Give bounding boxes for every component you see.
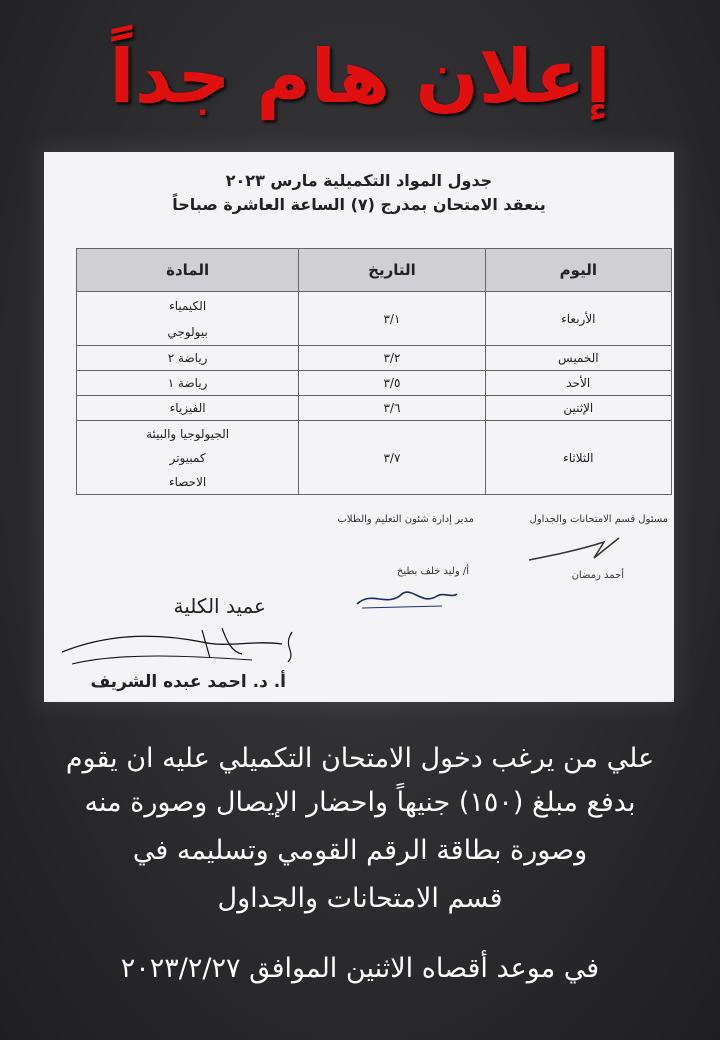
announcement-line-1: علي من يرغب دخول الامتحان التكميلي عليه ان يقوم bbox=[65, 743, 655, 774]
day-cell: الثلاثاء bbox=[485, 421, 671, 495]
dean-name: أ. د. احمد عبده الشريف bbox=[90, 672, 286, 692]
subject-name: بيولوجي bbox=[167, 324, 208, 339]
announcement-line-2: بدفع مبلغ (١٥٠) جنيهاً واحضار الإيصال وصورة منه bbox=[84, 787, 636, 818]
header-date: التاريخ bbox=[299, 249, 485, 292]
date-cell: ٣/٥ bbox=[299, 371, 485, 396]
table-row bbox=[77, 346, 672, 371]
day-cell: الخميس bbox=[485, 346, 671, 371]
affairs-director-signature-scribble bbox=[352, 580, 462, 614]
schedule-document bbox=[44, 152, 674, 702]
affairs-director-name: أ/ وليد خلف بطيخ bbox=[396, 566, 469, 577]
date-cell: ٣/١ bbox=[299, 292, 485, 346]
header-day: اليوم bbox=[485, 249, 671, 292]
affairs-director-title: مدير إدارة شئون التعليم والطلاب bbox=[337, 514, 474, 525]
subject-name: الجيولوجيا والبيئة bbox=[146, 426, 230, 441]
date-cell: ٣/٢ bbox=[299, 346, 485, 371]
exams-head-name: أحمد رمضان bbox=[571, 570, 624, 581]
subject-cell bbox=[77, 346, 299, 371]
date-cell: ٣/٧ bbox=[299, 421, 485, 495]
subject-name: كمبيوتر bbox=[169, 450, 206, 465]
subject-cell bbox=[77, 371, 299, 396]
day-cell: الإثنين bbox=[485, 396, 671, 421]
header-subject: المادة bbox=[77, 249, 299, 292]
document-subtitle: ينعقد الامتحان بمدرج (٧) الساعة العاشرة صباحاً bbox=[172, 195, 546, 214]
announcement-headline: إعلان هام جداً bbox=[109, 34, 611, 120]
table-row bbox=[77, 396, 672, 421]
date-cell: ٣/٦ bbox=[299, 396, 485, 421]
schedule-table bbox=[76, 248, 672, 495]
subject-cell bbox=[77, 396, 299, 421]
day-cell: الأربعاء bbox=[485, 292, 671, 346]
subject-cell bbox=[77, 421, 299, 495]
table-row bbox=[77, 292, 672, 346]
subject-name: رياضة ٢ bbox=[167, 351, 208, 365]
announcement-line-4: قسم الامتحانات والجداول bbox=[217, 883, 503, 914]
document-title: جدول المواد التكميلية مارس ٢٠٢٣ bbox=[225, 171, 493, 190]
dean-title: عميد الكلية bbox=[173, 594, 266, 618]
exams-head-title: مسئول قسم الامتحانات والجداول bbox=[529, 514, 668, 525]
table-row bbox=[77, 371, 672, 396]
subject-name: رياضة ١ bbox=[167, 376, 208, 390]
table-header-row bbox=[77, 249, 672, 292]
announcement-line-3: وصورة بطاقة الرقم القومي وتسليمه في bbox=[132, 835, 588, 866]
day-cell: الأحد bbox=[485, 371, 671, 396]
subject-name: الفيزياء bbox=[169, 401, 206, 415]
table-row bbox=[77, 421, 672, 495]
subject-name: الاحصاء bbox=[168, 474, 207, 489]
announcement-deadline: في موعد أقصاه الاثنين الموافق ٢٠٢٣/٢/٢٧ bbox=[120, 953, 600, 984]
exams-head-signature-scribble bbox=[524, 530, 634, 570]
subject-cell bbox=[77, 292, 299, 346]
subject-name: الكيمياء bbox=[169, 298, 207, 313]
